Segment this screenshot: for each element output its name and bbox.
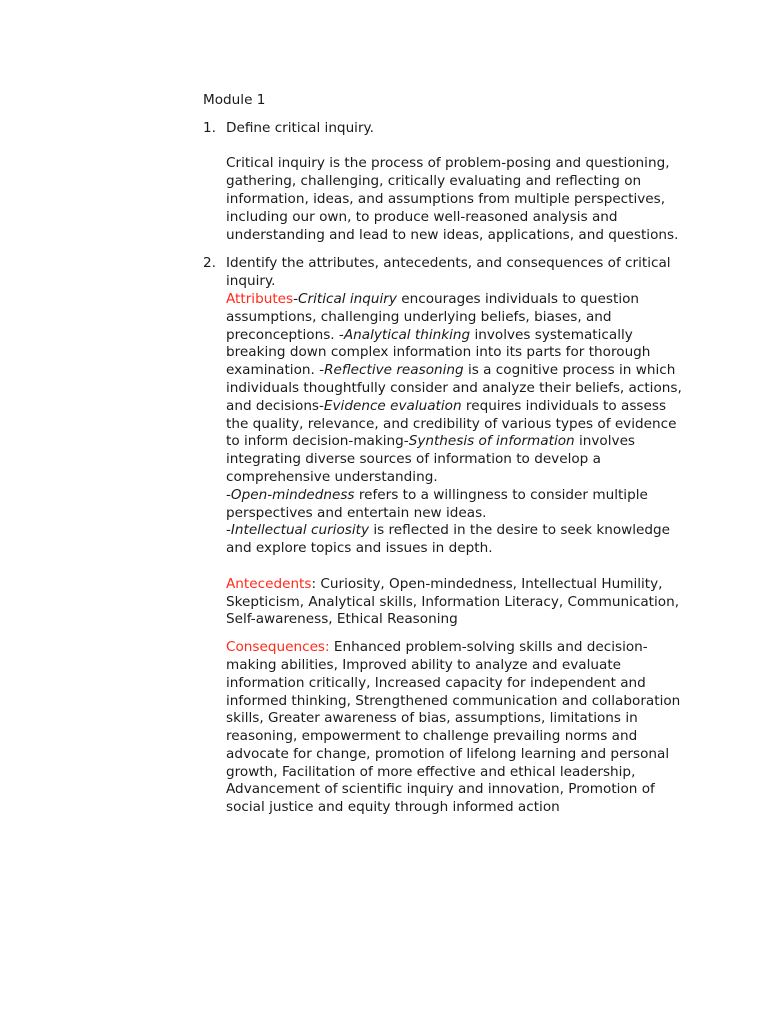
term-description: refers to a willingness to consider multiple perspectives and entertain new ideas. bbox=[226, 486, 648, 521]
consequences-paragraph bbox=[226, 639, 683, 817]
term-description: is a cognitive process in which individuals thoughtfully consider and analyze their beliefs, actions, and decisions- bbox=[226, 362, 682, 414]
question-text: Define critical inquiry. bbox=[226, 119, 374, 136]
attributes-label: Attributes bbox=[226, 290, 294, 307]
consequences-label: Consequences: bbox=[226, 639, 330, 656]
term-intellectual-curiosity: Intellectual curiosity bbox=[230, 522, 369, 539]
item-number: 1. bbox=[203, 119, 216, 136]
term-description: encourages individuals to question assumptions, challenging underlying beliefs, biases, and preconceptions. - bbox=[226, 290, 640, 343]
consequences-text: Enhanced problem-solving skills and decision-making abilities, Improved ability to analyze and evaluate information critically, Increased capacity for independent and informed thinking, Strengthened communication and collaboration skills, Greater awareness of bias, assumptions, limitations in reasoning, empowerment to challenge prevailing norms and advocate for change, promotion of lifelong learning and personal growth, Facilitation of more effective and ethical leadership, Advancement of scientific inquiry and innovation, Promotion of social justice and equity through informed action bbox=[226, 639, 681, 816]
term-open-mindedness: Open-mindedness bbox=[230, 486, 355, 503]
antecedents-paragraph bbox=[226, 576, 683, 629]
question-text: Identify the attributes, antecedents, and consequences of critical inquiry. bbox=[226, 255, 671, 290]
term-description: involves integrating diverse sources of information to develop a comprehensive understanding. bbox=[226, 433, 636, 485]
term-evidence-evaluation: Evidence evaluation bbox=[323, 397, 462, 414]
antecedents-text: : Curiosity, Open-mindedness, Intellectual Humility, Skepticism, Analytical skills, Information Literacy, Communication, Self-awareness, Ethical Reasoning bbox=[226, 575, 680, 628]
term-analytical-thinking: Analytical thinking bbox=[343, 326, 471, 343]
term-prefix: - bbox=[226, 486, 231, 503]
term-description: involves systematically breaking down complex information into its parts for thorough examination. - bbox=[226, 326, 651, 379]
term-prefix: - bbox=[226, 522, 231, 539]
item-number: 2. bbox=[203, 255, 216, 272]
document-page bbox=[203, 92, 683, 817]
attr-separator: - bbox=[293, 290, 299, 307]
term-reflective-reasoning: Reflective reasoning bbox=[324, 362, 464, 379]
antecedents-label: Antecedents bbox=[226, 575, 312, 592]
term-description: is reflected in the desire to seek knowledge and explore topics and issues in depth. bbox=[226, 522, 671, 557]
question-item-2 bbox=[203, 255, 683, 817]
answer-paragraph: Critical inquiry is the process of problem-posing and questioning, gathering, challenging, critically evaluating and reflecting on information, ideas, and assumptions from multiple perspectives, including our own, to produce well-reasoned analysis and understanding and lead to new ideas, applications, and questions. bbox=[226, 155, 679, 243]
term-critical-inquiry: Critical inquiry bbox=[298, 290, 397, 307]
module-title: Module 1 bbox=[203, 92, 266, 108]
attributes-paragraph bbox=[226, 291, 683, 558]
question-item-1 bbox=[203, 120, 683, 245]
term-description: requires individuals to assess the quality, relevance, and credibility of various types of evidence to inform decision-making- bbox=[226, 397, 677, 450]
term-synthesis-of-information: Synthesis of information bbox=[408, 433, 575, 450]
